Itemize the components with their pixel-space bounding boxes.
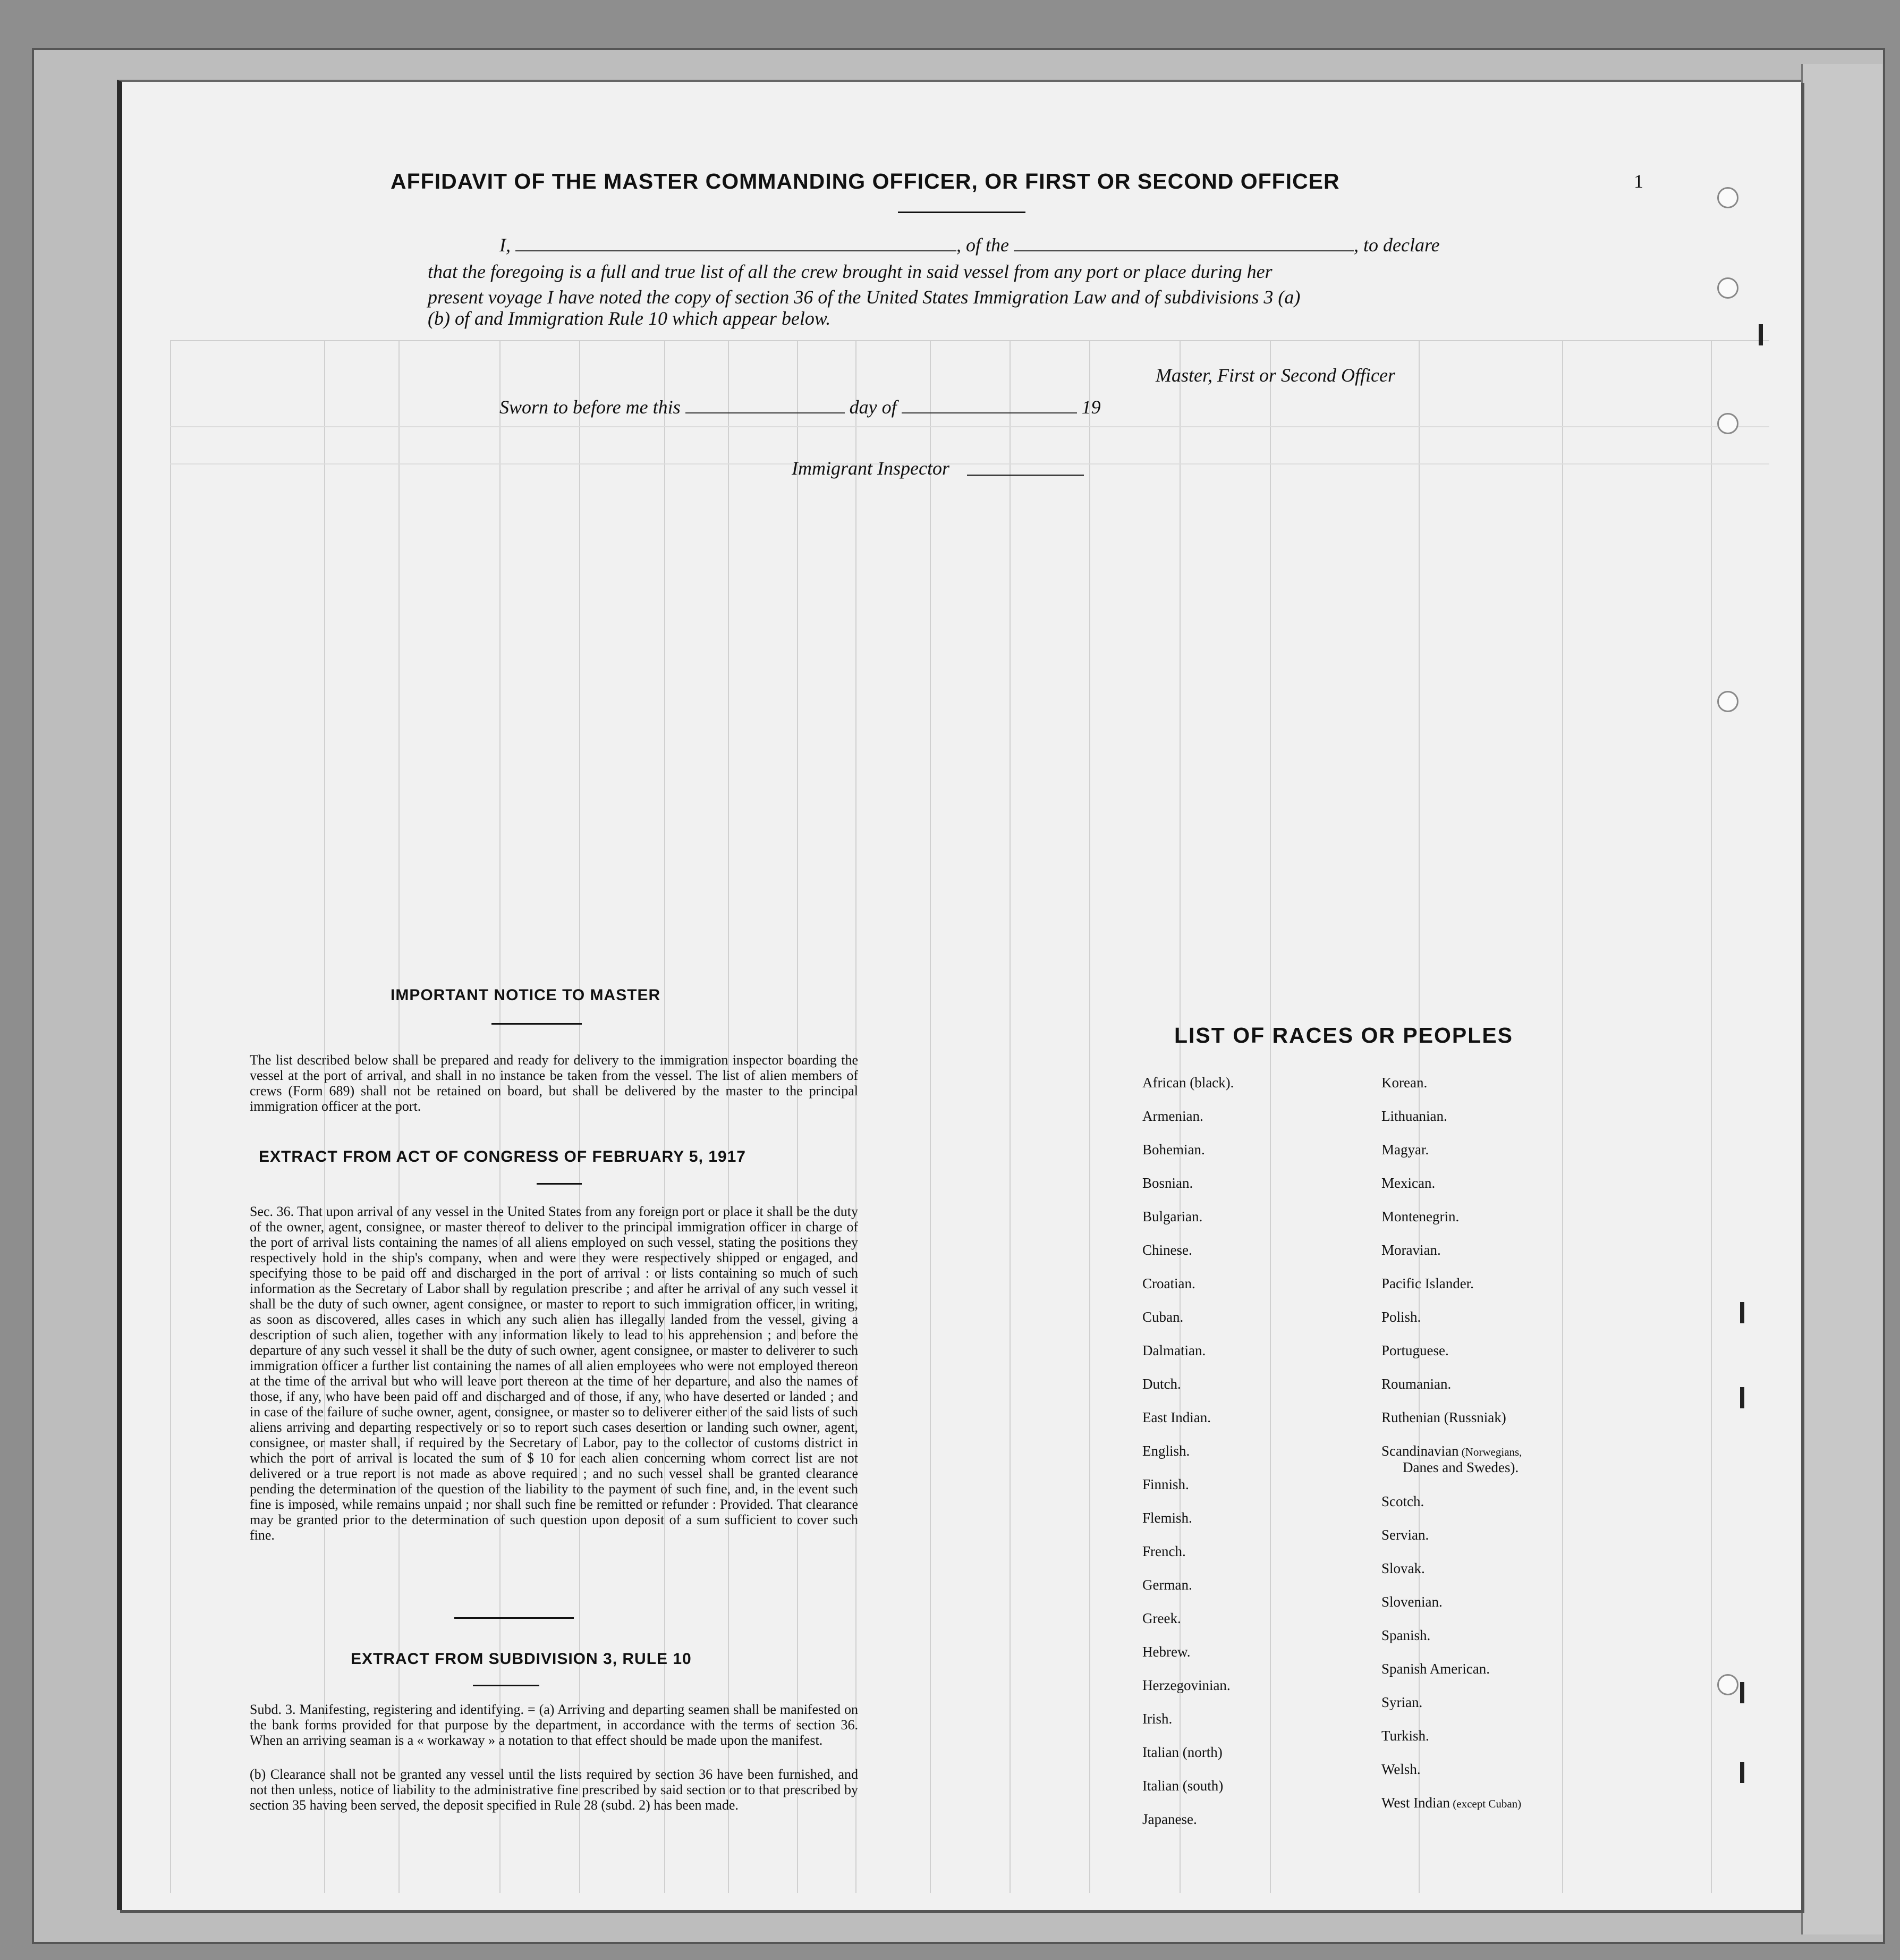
rule-extract-title: EXTRACT FROM SUBDIVISION 3, RULE 10: [351, 1650, 692, 1668]
section-divider: [454, 1617, 574, 1619]
race-label: Spanish American.: [1381, 1661, 1490, 1677]
race-item: [1142, 1242, 1234, 1275]
race-label: Hebrew.: [1142, 1644, 1191, 1660]
race-note: Danes and Swedes).: [1403, 1459, 1519, 1475]
race-label: Irish.: [1142, 1711, 1173, 1727]
race-label: French.: [1142, 1543, 1186, 1559]
race-label: Italian (south): [1142, 1778, 1224, 1794]
race-item: [1381, 1527, 1522, 1560]
race-item: [1381, 1342, 1522, 1376]
race-label: Polish.: [1381, 1309, 1421, 1325]
race-label: Herzegovinian.: [1142, 1677, 1231, 1693]
race-item: [1142, 1075, 1234, 1108]
race-item: [1381, 1443, 1522, 1493]
race-item: [1381, 1142, 1522, 1175]
race-label: Syrian.: [1381, 1694, 1423, 1710]
title-underline: [898, 212, 1025, 213]
race-label: Roumanian.: [1381, 1376, 1452, 1392]
races-left-column: [1142, 1075, 1234, 1845]
binder-clip: [1740, 1682, 1744, 1703]
rule-extract-text-b: (b) Clearance shall not be granted any vessel until the lists required by section 36 have been furnished, and not then unless, notice of liability to the administrative fine prescribed by said section or to that prescribed by section 35 having been served, the deposit specified in Rule 28 (subd. 2) has been made.: [250, 1767, 858, 1813]
race-label: Dalmatian.: [1142, 1342, 1206, 1358]
race-label: Spanish.: [1381, 1627, 1431, 1643]
label-i: I,: [499, 234, 511, 256]
race-label: German.: [1142, 1577, 1192, 1593]
race-item: [1381, 1242, 1522, 1275]
race-item: [1381, 1560, 1522, 1594]
notice-text: The list described below shall be prepared and ready for delivery to the immigration inspector boarding the vessel at the port of arrival, and shall in no instance be taken from the vessel. The list of alien members of crews (Form 689) shall not be retained on board, but shall be delivered by the master to the principal immigration officer at the port.: [250, 1052, 858, 1114]
race-item: [1381, 1209, 1522, 1242]
race-label: Italian (north): [1142, 1744, 1223, 1760]
race-label: Scotch.: [1381, 1493, 1424, 1509]
race-item: [1142, 1744, 1234, 1778]
race-item: [1142, 1677, 1234, 1711]
right-sheet-edge: [1801, 64, 1882, 1934]
race-label: Finnish.: [1142, 1476, 1189, 1492]
act-extract-title: EXTRACT FROM ACT OF CONGRESS OF FEBRUARY 5, 1917: [259, 1148, 746, 1165]
race-item: [1142, 1577, 1234, 1610]
punch-hole: [1717, 1674, 1738, 1695]
races-title: LIST OF RACES OR PEOPLES: [1174, 1023, 1514, 1047]
race-item: [1142, 1142, 1234, 1175]
race-item: [1142, 1644, 1234, 1677]
race-item: [1142, 1175, 1234, 1209]
vessel-blank[interactable]: [1014, 250, 1354, 251]
race-label: Welsh.: [1381, 1761, 1421, 1777]
punch-hole: [1717, 187, 1738, 208]
race-item: [1381, 1594, 1522, 1627]
sworn-label: Sworn to before me this: [499, 396, 681, 418]
race-item: [1142, 1342, 1234, 1376]
race-label: Ruthenian (Russniak): [1381, 1409, 1506, 1425]
race-item: [1142, 1275, 1234, 1309]
race-label: Scandinavian: [1381, 1443, 1459, 1459]
race-item: [1142, 1476, 1234, 1510]
race-label: Japanese.: [1142, 1811, 1197, 1827]
sworn-day-blank[interactable]: [685, 412, 845, 413]
declaration-line-3: present voyage I have noted the copy of section 36 of the United States Immigration Law and of subdivisions 3 (a): [428, 286, 1301, 308]
page-number-mark: 1: [1634, 171, 1643, 192]
rule-extract-text-a: Subd. 3. Manifesting, registering and identifying. = (a) Arriving and departing seamen shall be manifested on the bank forms provided for that purpose by the department, in accordance with the terms of section 36. When an arriving seaman is a « workaway » a notation to that effect should be made upon the manifest.: [250, 1702, 858, 1748]
notice-title: IMPORTANT NOTICE TO MASTER: [391, 986, 661, 1004]
act-underline: [537, 1183, 582, 1185]
race-item: [1142, 1409, 1234, 1443]
race-label: Portuguese.: [1381, 1342, 1449, 1358]
binder-clip: [1759, 324, 1763, 345]
race-item: [1381, 1376, 1522, 1409]
binder-clip: [1740, 1387, 1744, 1408]
race-item: [1381, 1309, 1522, 1342]
race-label: Servian.: [1381, 1527, 1429, 1543]
race-item: [1142, 1209, 1234, 1242]
sworn-line: [499, 396, 1101, 418]
race-label: Chinese.: [1142, 1242, 1192, 1258]
race-item: [1381, 1108, 1522, 1142]
signature-label: Master, First or Second Officer: [1156, 365, 1395, 386]
race-item: [1142, 1510, 1234, 1543]
inspector-signature-line: [967, 475, 1084, 476]
notice-underline: [491, 1023, 582, 1025]
punch-hole: [1717, 691, 1738, 712]
race-item: [1381, 1075, 1522, 1108]
punch-hole: [1717, 277, 1738, 299]
declaration-line-4: (b) of and Immigration Rule 10 which appear below.: [428, 308, 831, 329]
race-item: [1142, 1108, 1234, 1142]
race-label: Cuban.: [1142, 1309, 1184, 1325]
race-item: [1381, 1493, 1522, 1527]
label-of-the: , of the: [956, 234, 1009, 256]
inspector-label: Immigrant Inspector: [792, 458, 949, 479]
race-label: Bohemian.: [1142, 1142, 1205, 1158]
race-label: Armenian.: [1142, 1108, 1203, 1124]
race-label: Flemish.: [1142, 1510, 1192, 1526]
affidavit-title: AFFIDAVIT OF THE MASTER COMMANDING OFFICER, OR FIRST OR SECOND OFFICER: [391, 169, 1340, 193]
race-item: [1142, 1610, 1234, 1644]
race-item: [1381, 1275, 1522, 1309]
race-item: [1142, 1711, 1234, 1744]
race-label: Korean.: [1381, 1075, 1428, 1091]
name-blank[interactable]: [515, 250, 956, 251]
race-label: English.: [1142, 1443, 1190, 1459]
race-item: [1381, 1694, 1522, 1728]
label-to-declare: , to declare: [1353, 234, 1440, 256]
binder-clip: [1740, 1762, 1744, 1783]
race-item: [1381, 1627, 1522, 1661]
race-item: [1142, 1443, 1234, 1476]
race-label: Croatian.: [1142, 1275, 1195, 1291]
race-label: Bosnian.: [1142, 1175, 1193, 1191]
race-label: Montenegrin.: [1381, 1209, 1460, 1224]
race-item: [1142, 1778, 1234, 1811]
race-label: Slovak.: [1381, 1560, 1425, 1576]
race-item: [1381, 1661, 1522, 1694]
race-item: [1142, 1376, 1234, 1409]
race-label: Moravian.: [1381, 1242, 1441, 1258]
act-extract-text: Sec. 36. That upon arrival of any vessel in the United States from any foreign port or place it shall be the duty of the owner, agent, consignee, or master thereof to deliver to the principal immigration officer in charge of the port of arrival lists containing the names of all aliens employed on such vessel, stating the positions they respectively hold in the ship's company, when and were they were respectively shipped or engaged, and specifying those to be paid off and discharged in the port of arrival : or lists containing so much of such information as the Secretary of Labor shall by regulation prescribe ; and after he arrival of any such vessel it shall be the duty of such owner, agent consignee, or master to report to such immigration officer, in writing, as soon as discovered, alles cases in which any such alien has illegally landed from the vessel, giving a description of such alien, together with any information likely to lead to his apprehension ; and before the departure of any such vessel it shall be the duty of such owner, agent consignee, or master to deliverer to such immigration officer a further list containing the names of all alien employees who were not employed thereon at the time of the arrival but who will leave port thereon at the time of her departure, and also the names of those, if any, who have been paid off and discharged and of those, if any, who have deserted or landed ; and in case of the failure of suche owner, agent, consignee, or master so to deliverer either of the said lists of such aliens arriving and departing respectively or so to report such cases desertion or landing such owner, agent, consignee, or master shall, if required by the Secretary of Labor, pay to the collector of customs district in which the port of arrival is located the sum of $ 10 for each alien concerning whom correct list are not delivered or a true report is not made as above required ; and no such vessel shall be granted clearance pending the determination of the question of the liability to the payment of such fine, and, in the event such fine is imposed, while remains unpaid ; nor shall such fine be remitted or refunder : Provided. That clearance may be granted prior to the determination of such question upon deposit of a sum sufficient to cover such fine.: [250, 1204, 858, 1543]
race-label: African (black).: [1142, 1075, 1234, 1091]
race-item: [1381, 1761, 1522, 1795]
race-label: Greek.: [1142, 1610, 1181, 1626]
race-item: [1142, 1309, 1234, 1342]
declaration-line-2: that the foregoing is a full and true list of all the crew brought in said vessel from any port or place during her: [428, 261, 1273, 282]
race-label: East Indian.: [1142, 1409, 1211, 1425]
race-item: [1381, 1175, 1522, 1209]
race-label: West Indian: [1381, 1795, 1451, 1811]
race-item: [1142, 1811, 1234, 1845]
race-item: [1142, 1543, 1234, 1577]
races-right-column: [1381, 1075, 1522, 1828]
race-item: [1381, 1409, 1522, 1443]
race-label: Bulgarian.: [1142, 1209, 1203, 1224]
race-label: Turkish.: [1381, 1728, 1429, 1744]
binder-clip: [1740, 1302, 1744, 1323]
rule-underline: [473, 1685, 539, 1686]
race-item: [1381, 1795, 1522, 1828]
year-label: 19: [1081, 396, 1101, 418]
race-label: Dutch.: [1142, 1376, 1181, 1392]
race-label: Mexican.: [1381, 1175, 1436, 1191]
race-note: (except Cuban): [1450, 1797, 1522, 1810]
declaration-line-1: [499, 234, 1440, 256]
punch-hole: [1717, 413, 1738, 434]
race-item: [1381, 1728, 1522, 1761]
sworn-month-blank[interactable]: [902, 412, 1077, 413]
race-note: (Norwegians,: [1458, 1446, 1522, 1458]
day-of-label: day of: [849, 396, 897, 418]
race-label: Magyar.: [1381, 1142, 1429, 1158]
race-label: Pacific Islander.: [1381, 1275, 1474, 1291]
race-label: Slovenian.: [1381, 1594, 1443, 1610]
race-label: Lithuanian.: [1381, 1108, 1447, 1124]
